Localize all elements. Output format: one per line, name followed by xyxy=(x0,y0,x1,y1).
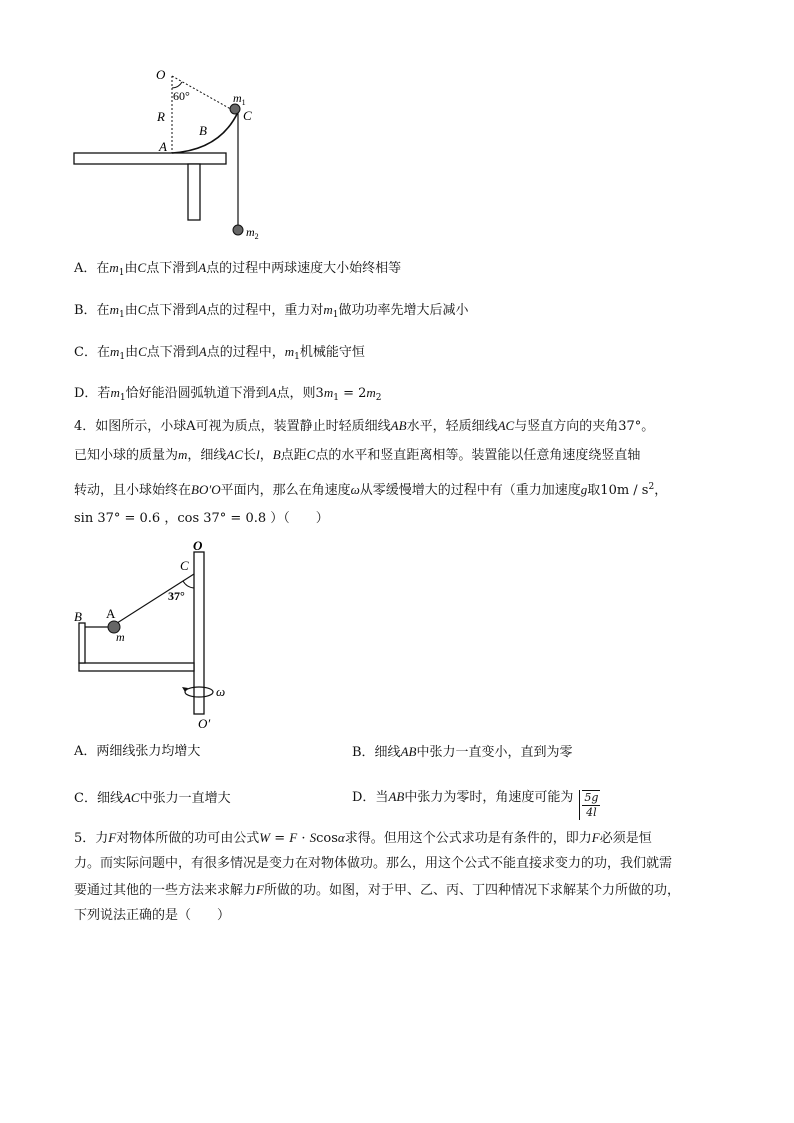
horizontal-arm xyxy=(79,663,194,671)
label-37-degree: 37° xyxy=(168,589,185,603)
q5-stem-line-1: 5．力F对物体所做的功可由公式W = F · Scosα求得。但用这个公式求功是有条件的，即力F必须是恒 xyxy=(74,830,652,846)
q4-stem-line-2: 已知小球的质量为m，细线AC长l，B点距C点的水平和竖直距离相等。装置能以任意角速度绕竖直轴 xyxy=(74,447,641,463)
label-B: B xyxy=(199,123,207,138)
table-top xyxy=(74,153,226,164)
sqrt-fraction: $\frac{5g}{4l}$ xyxy=(579,790,600,820)
q4-stem-line-1: 4．如图所示，小球A可视为质点，装置静止时轻质细线AB水平，轻质细线AC与竖直方向的夹角37°。 xyxy=(74,418,655,434)
label-m2: $m_2$ xyxy=(246,225,259,241)
figure-arc-track-pulley xyxy=(70,64,280,244)
q5-stem-line-4: 下列说法正确的是（ ） xyxy=(74,908,231,923)
label-B: B xyxy=(74,609,82,624)
ball-m1 xyxy=(230,104,240,114)
label-A: A xyxy=(159,139,167,154)
q4-stem-line-3: 转动，且小球始终在BO′O平面内，那么在角速度ω从零缓慢增大的过程中有（重力加速度g取$10m / s^2$， xyxy=(74,482,668,498)
label-O: O xyxy=(156,67,166,82)
label-m: m xyxy=(116,630,125,644)
label-O-prime: O′ xyxy=(198,716,211,731)
ball-m2 xyxy=(233,225,243,235)
figure-rotating-frame xyxy=(70,538,250,733)
label-m1: $m_1$ xyxy=(233,91,246,107)
q3-option-a: A．在$m_1$由C点下滑到A点的过程中两球速度大小始终相等 xyxy=(74,260,402,278)
left-post xyxy=(79,623,85,663)
q4-stem-line-4: sin 37° = 0.6 ，cos 37° = 0.8 ）（ ） xyxy=(74,511,329,526)
table-leg xyxy=(188,164,200,220)
label-C: C xyxy=(180,558,189,573)
q3-option-c: C．在$m_1$由C点下滑到A点的过程中，$m_1$机械能守恒 xyxy=(74,344,365,362)
q4-option-d: D．当AB中张力为零时，角速度可能为 $\frac{5g}{4l}$ xyxy=(352,789,599,819)
q5-stem-line-3: 要通过其他的一些方法来求解力F所做的功。如图，对于甲、乙、丙、丁四种情况下求解某个力所做的功， xyxy=(74,882,680,898)
label-omega: ω xyxy=(216,684,226,699)
q4-option-b: B．细线AB中张力一直变小，直到为零 xyxy=(352,744,573,760)
q3-option-d: D．若$m_1$恰好能沿圆弧轨道下滑到A点，则$3m_1 = 2m_2$ xyxy=(74,385,382,403)
q5-stem-line-2: 力。而实际问题中，有很多情况是变力在对物体做功。那么，用这个公式不能直接求变力的功，我们就需 xyxy=(74,856,673,871)
angle-arc xyxy=(183,581,194,588)
q4-option-a: A．两细线张力均增大 xyxy=(74,744,201,759)
vertical-shaft xyxy=(194,552,204,714)
label-A: A xyxy=(106,606,116,621)
q4-option-c: C．细线AC中张力一直增大 xyxy=(74,790,231,806)
q3-option-b: B．在$m_1$由C点下滑到A点的过程中，重力对$m_1$做功功率先增大后减小 xyxy=(74,302,469,320)
label-R: R xyxy=(157,109,165,124)
label-60-degree: 60° xyxy=(173,89,190,103)
label-O: O xyxy=(193,538,203,553)
label-C: C xyxy=(243,108,252,123)
angle-arc xyxy=(172,82,182,88)
